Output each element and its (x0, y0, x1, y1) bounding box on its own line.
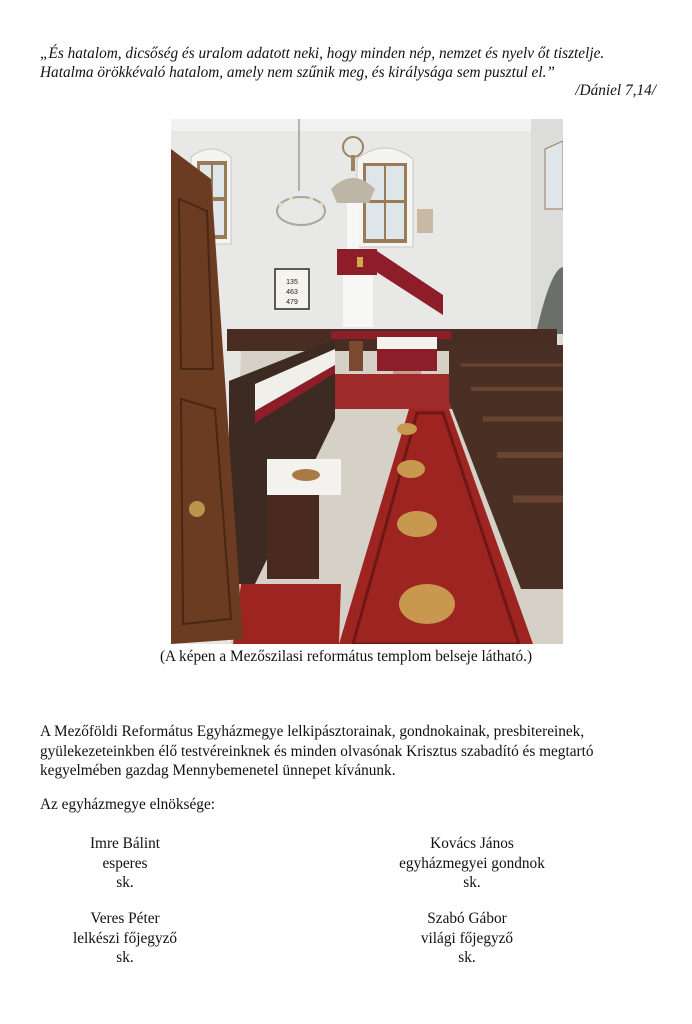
signature-role: egyházmegyei gondnok (399, 854, 545, 872)
signature-name: Kovács János (430, 835, 514, 852)
quote-line-2: Hatalma örökkévaló hatalom, amely nem szűnik meg, és királysága sem pusztul el.” (40, 64, 555, 81)
bible-quote (40, 44, 660, 82)
signature-imre-balint (45, 834, 205, 893)
church-interior-photo (171, 119, 563, 644)
signature-sk: sk. (458, 949, 476, 966)
signature-kovacs-janos (374, 834, 570, 893)
signature-role: esperes (102, 854, 148, 872)
greeting-line-2: gyülekezeteinkben élő testvéreinknek és minden olvasónak Krisztus szabadító és megtartó (40, 742, 594, 760)
hymn-number-3: 479 (286, 299, 298, 306)
board-title: Az egyházmegye elnöksége: (40, 796, 215, 813)
hymn-number-1: 135 (286, 279, 298, 286)
signature-veres-peter (45, 909, 205, 968)
signature-name: Szabó Gábor (427, 910, 507, 927)
greeting-line-3: kegyelmében gazdag Mennybemenetel ünnepet kívánunk. (40, 762, 396, 779)
quote-reference: /Dániel 7,14/ (575, 82, 656, 99)
signature-role: lelkészi főjegyző (72, 929, 178, 947)
photo-caption: (A képen a Mezőszilasi református templom belseje látható.) (159, 648, 533, 665)
quote-line-1: „És hatalom, dicsőség és uralom adatott neki, hogy minden nép, nemzet és nyelv őt tisztelje. (40, 45, 605, 62)
signature-sk: sk. (116, 874, 134, 891)
signature-szabo-gabor (374, 909, 560, 968)
greeting-paragraph (40, 722, 662, 781)
signature-role: világi főjegyző (420, 929, 514, 947)
greeting-line-1: A Mezőföldi Református Egyházmegye lelkipásztorainak, gondnokainak, presbitereinek, (40, 723, 585, 740)
hymn-number-2: 463 (286, 289, 298, 296)
signature-name: Imre Bálint (89, 835, 161, 852)
signature-sk: sk. (116, 949, 134, 966)
signature-name: Veres Péter (90, 910, 160, 927)
signature-sk: sk. (463, 874, 481, 891)
